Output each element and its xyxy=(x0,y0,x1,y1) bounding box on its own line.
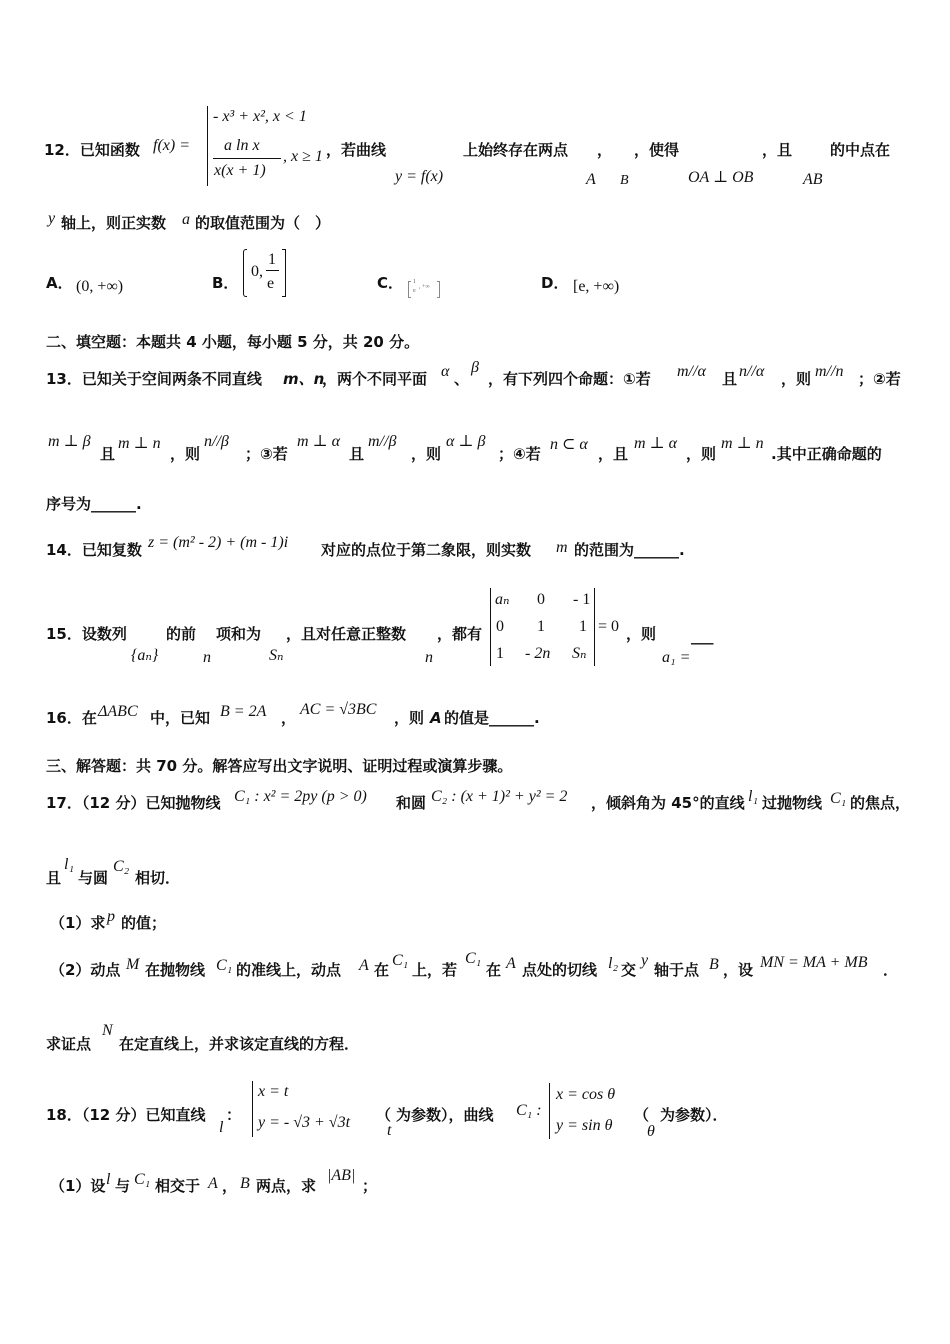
q18-t4: 为参数）． xyxy=(660,1106,728,1124)
q12-a: a xyxy=(182,211,190,228)
q17-p2-c: 的准线上，动点 xyxy=(236,961,342,979)
q12-opt-b-label: B． xyxy=(212,274,239,292)
q15-t5: ，则 xyxy=(626,625,657,643)
q17-vec: MN = MA + MB xyxy=(760,954,868,971)
q15-blank: ___ xyxy=(691,627,714,645)
q15-det-r2c2: 1 xyxy=(537,618,545,635)
q17-dot: ． xyxy=(883,961,899,979)
q15-det-right xyxy=(594,588,595,666)
q18-p1-a: （1）设 xyxy=(50,1177,106,1195)
q15-det-r3c1: 1 xyxy=(496,645,504,662)
q18-t3: （ xyxy=(634,1106,650,1124)
q12-text6: 的中点在 xyxy=(830,141,891,159)
q15-det-r1c1: aₙ xyxy=(495,591,510,608)
q18-sys2-brace xyxy=(549,1083,550,1139)
q17-l2: l₂ xyxy=(608,955,619,972)
q18-p1-a-pt: A xyxy=(208,1175,218,1192)
q17-aq: A xyxy=(506,955,516,972)
q14-mid: 对应的点位于第二象限，则实数 xyxy=(321,541,532,559)
q13-m-perp-a: m ⊥ α xyxy=(297,433,340,450)
q12-opt-c-den: e xyxy=(413,288,416,294)
q17-p2-e: 上，若 xyxy=(412,961,458,979)
q12-line2-text: 轴上，则正实数 xyxy=(61,214,167,232)
q12-opt-c-num: 1 xyxy=(413,279,416,285)
q17-p2-i: 轴于点 xyxy=(654,961,700,979)
q15-eq0: = 0 xyxy=(598,618,620,635)
q12-ab: AB xyxy=(803,171,823,188)
q12-opt-c-label: C． xyxy=(377,274,404,292)
q13-then-1: ，则 xyxy=(781,370,812,388)
q17-p2-a: （2）动点 xyxy=(50,961,121,979)
q18-theta: θ xyxy=(647,1123,655,1140)
q18-prefix: 18．（12 分）已知直线 xyxy=(46,1106,206,1124)
q12-opt-c-paren xyxy=(437,281,440,298)
q13-n-par-b: n//β xyxy=(204,433,229,450)
q17-p2-g: 点处的切线 xyxy=(522,961,598,979)
q16-t1: 中，已知 xyxy=(150,709,211,727)
q12-opt-b-den: e xyxy=(267,275,275,292)
q12-text1: ，若曲线 xyxy=(326,141,387,159)
q18-l: l xyxy=(219,1119,224,1136)
q17-p: p xyxy=(107,908,115,925)
q16-cond2: AC = √3BC xyxy=(300,701,377,718)
q17-p2-l2: 求证点 xyxy=(46,1035,92,1053)
q13-m-perp-n-2: m ⊥ n xyxy=(721,435,764,452)
q18-t1: （ xyxy=(376,1106,392,1124)
q18-p1-c: 相交于 xyxy=(155,1177,201,1195)
q12-opt-c-rest: , +∞ xyxy=(419,284,430,290)
q13-m-par-n: m//n xyxy=(815,363,844,380)
q17-c1: C₁ xyxy=(830,790,847,807)
q18-p1-l: l xyxy=(106,1171,111,1188)
q13-beta: β xyxy=(471,359,479,376)
q17-c1def: C₁ : x² = 2py (p > 0) xyxy=(234,788,367,805)
q16-a: A xyxy=(430,709,442,727)
q14-m: m xyxy=(556,539,568,556)
q12-opt-a-value: (0, +∞) xyxy=(76,278,124,295)
q16-t2: ，则 xyxy=(394,709,425,727)
q12-fx: f(x) = xyxy=(153,137,190,154)
q12-point-a: A xyxy=(586,171,596,188)
q13-a-perp-b: α ⊥ β xyxy=(446,433,486,450)
q17-p2-l2b: 在定直线上，并求该定直线的方程． xyxy=(119,1035,360,1053)
q13-l1-a: 13．已知关于空间两条不同直线 xyxy=(46,370,262,388)
q12-case1: - x³ + x², x < 1 xyxy=(213,108,307,125)
q17-c1c: C₁ xyxy=(216,957,233,974)
section3-heading: 三、解答题：共 70 分。解答应写出文字说明、证明过程或演算步骤。 xyxy=(46,757,513,775)
q12-prefix: 12．已知函数 xyxy=(44,141,140,159)
q12-text4: ，使得 xyxy=(634,141,680,159)
q12-opt-d-value: [e, +∞) xyxy=(573,278,620,295)
q18-p1-b-pt: B xyxy=(240,1175,250,1192)
q15-det-r2c3: 1 xyxy=(579,618,587,635)
q15-t4: ，都有 xyxy=(437,625,483,643)
q15-seq: {aₙ} xyxy=(131,647,159,664)
q16-end: 的值是______. xyxy=(444,709,540,727)
q13-comma-and: ，且 xyxy=(598,445,629,463)
q12-opt-a-label: A． xyxy=(46,274,73,292)
q17-l1: l₁ xyxy=(748,788,759,805)
q15-prefix: 15．设数列 xyxy=(46,625,127,643)
q18-t2: 为参数），曲线 xyxy=(396,1106,494,1124)
q18-tparam: t xyxy=(387,1122,392,1139)
q18-sys2-a: x = cos θ xyxy=(556,1086,616,1103)
q12-opt-b-bracket xyxy=(282,249,286,297)
q17-p2-d: 在 xyxy=(374,961,390,979)
q17-prefix: 17．（12 分）已知抛物线 xyxy=(46,794,221,812)
q12-text2: 上始终存在两点 xyxy=(463,141,569,159)
q14-expr: z = (m² - 2) + (m - 1)i xyxy=(148,534,289,551)
q18-sys1-b: y = - √3 + √3t xyxy=(258,1114,351,1131)
q13-m-par-b: m//β xyxy=(368,433,397,450)
q17-p2-j: ，设 xyxy=(723,961,754,979)
q17-bp: B xyxy=(709,956,719,973)
q17-ap: A xyxy=(359,957,369,974)
q13-alpha: α xyxy=(441,363,450,380)
q13-l1-d: ；②若 xyxy=(858,370,901,388)
q15-t3: ，且对任意正整数 xyxy=(286,625,407,643)
q15-det-r3c3: Sₙ xyxy=(572,645,587,662)
q18-p1-c1: C₁ xyxy=(134,1171,151,1188)
q12-opt-b-num: 1 xyxy=(268,251,276,268)
q18-p1-comma: ， xyxy=(222,1177,238,1195)
q18-p1-abs: |AB| xyxy=(327,1167,356,1184)
q13-and-2: 且 xyxy=(100,445,116,463)
q17-t1: 和圆 xyxy=(396,794,427,812)
q13-l2-end: .其中正确命题的 xyxy=(771,445,882,463)
q16-sep: ， xyxy=(281,709,297,727)
q17-t3: 过抛物线 xyxy=(762,794,823,812)
q15-n2: n xyxy=(425,649,433,666)
q12-opt-b-frac xyxy=(266,270,279,271)
q15-t2: 项和为 xyxy=(216,625,262,643)
q18-p1-d: 两点，求 xyxy=(256,1177,317,1195)
q13-m-perp-a-2: m ⊥ α xyxy=(634,435,677,452)
q17-l1b: l₁ xyxy=(64,856,75,873)
q12-opt-b-paren xyxy=(243,249,247,297)
q13-l3: 序号为______. xyxy=(46,495,142,513)
q13-l1-c: ，有下列四个命题：①若 xyxy=(488,370,651,388)
q18-colon: ： xyxy=(226,1106,242,1124)
q17-p1-a: （1）求 xyxy=(50,914,106,932)
q12-case2-num: a ln x xyxy=(224,137,260,154)
q12-curve: y = f(x) xyxy=(395,168,444,185)
q18-c1: C₁ : xyxy=(516,1102,542,1119)
q17-c1d: C₁ xyxy=(392,952,409,969)
q13-l1-b: ，两个不同平面 xyxy=(322,370,428,388)
q15-det-r3c2: - 2n xyxy=(525,645,551,662)
q12-frac-line xyxy=(213,158,281,159)
q16-prefix: 16．在 xyxy=(46,709,97,727)
q14-end: 的范围为______. xyxy=(574,541,685,559)
q18-sys2-b: y = sin θ xyxy=(556,1117,613,1134)
q15-n1: n xyxy=(203,649,211,666)
q17-n: N xyxy=(102,1022,113,1039)
q17-m: M xyxy=(126,956,140,973)
q17-p2-f: 在 xyxy=(486,961,502,979)
q15-a1: a₁ = xyxy=(662,649,691,666)
q17-p2-b: 在抛物线 xyxy=(145,961,206,979)
q12-case2-den: x(x + 1) xyxy=(214,162,266,179)
q17-c1e: C₁ xyxy=(465,950,482,967)
q17-p1-b: 的值； xyxy=(121,914,167,932)
q13-sep: 、 xyxy=(454,370,470,388)
q13-m-par-a: m//α xyxy=(677,363,706,380)
q15-det-r2c1: 0 xyxy=(496,618,504,635)
q12-opt-d-label: D． xyxy=(541,274,569,292)
q17-line2-b: 与圆 xyxy=(78,869,109,887)
q15-det-r1c2: 0 xyxy=(537,591,545,608)
q17-c2def: C₂ : (x + 1)² + y² = 2 xyxy=(431,788,568,805)
q13-m-perp-n: m ⊥ n xyxy=(118,435,161,452)
q17-y: y xyxy=(641,952,649,969)
q18-sys1-a: x = t xyxy=(258,1083,289,1100)
q12-y: y xyxy=(48,210,56,227)
q12-text5: ，且 xyxy=(762,141,793,159)
q17-t2: ，倾斜角为 45°的直线 xyxy=(591,794,745,812)
q17-line2-c: 相切． xyxy=(135,869,181,887)
q12-point-b: B xyxy=(620,173,629,188)
q18-sys1-brace xyxy=(252,1081,253,1137)
q13-then-2: ，则 xyxy=(170,445,201,463)
q13-n-par-a: n//α xyxy=(739,363,765,380)
q13-l2-d: ；④若 xyxy=(498,445,541,463)
q13-and-1: 且 xyxy=(722,370,738,388)
q17-c2: C₂ xyxy=(113,858,130,875)
q13-and-3: 且 xyxy=(349,445,365,463)
q13-n-in-a: n ⊂ α xyxy=(550,436,588,453)
q13-mn: m、n xyxy=(283,370,325,388)
q13-then-3: ，则 xyxy=(411,445,442,463)
q12-opt-c-bracket xyxy=(408,281,411,298)
q12-brace xyxy=(207,106,208,186)
q18-p1-e: ； xyxy=(362,1177,378,1195)
q13-l2-c: ；③若 xyxy=(245,445,288,463)
q17-t4: 的焦点， xyxy=(850,794,911,812)
q12-line2-end: 的取值范围为（ ） xyxy=(195,214,331,232)
q15-det-left xyxy=(490,588,491,666)
q12-perp: OA ⊥ OB xyxy=(688,169,754,186)
q14-prefix: 14．已知复数 xyxy=(46,541,142,559)
q17-line2-a: 且 xyxy=(46,869,62,887)
q15-det-r1c3: - 1 xyxy=(573,591,591,608)
q13-then-4: ，则 xyxy=(686,445,717,463)
q16-cond1: B = 2A xyxy=(220,703,267,720)
q12-case2-cond: , x ≥ 1 xyxy=(283,148,323,165)
q13-m-perp-b: m ⊥ β xyxy=(48,433,91,450)
q12-text3: ， xyxy=(597,141,613,159)
section2-heading: 二、填空题：本题共 4 小题，每小题 5 分，共 20 分。 xyxy=(46,333,420,351)
q15-sn: Sₙ xyxy=(269,647,284,664)
q16-tri: ΔABC xyxy=(98,703,138,720)
q12-opt-b-zero: 0, xyxy=(251,263,263,280)
q18-p1-b: 与 xyxy=(115,1177,131,1195)
q17-p2-h: 交 xyxy=(621,961,637,979)
q15-t1: 的前 xyxy=(166,625,197,643)
